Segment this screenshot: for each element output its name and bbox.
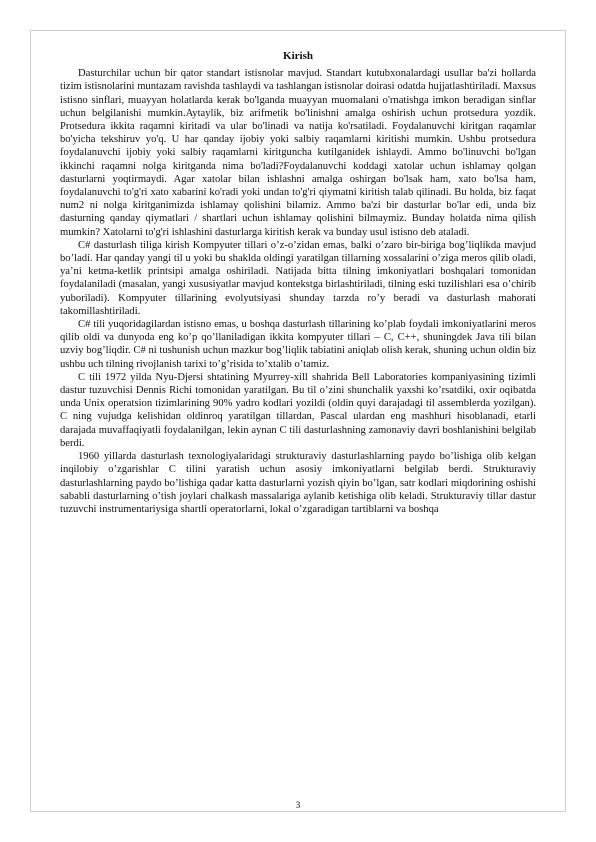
document-title: Kirish: [283, 50, 313, 62]
paragraph: Dasturchilar uchun bir qator standart istisnolar mavjud. Standart kutubxonalardagi usullar ba'zi hollarda tizim istisnolarini muntazam ravishda tashlaydi va tashlangan istisnolar doirasi odatda hujjatlashtiriladi. Maxsus istisno sinflari, muayyan holatlarda kerak bo'lganda muayyan muomalani o'rnatishga imkon beradigan sinflar uchun belgilanishi mumkin.Aytaylik, biz arifmetik bo'linishni amalga oshirish uchun protsedura yozdik. Protsedura ikkita raqamni kiritadi va ular bo'linadi va natija ko'rsatiladi. Foydalanuvchi kiritgan raqamlar bo'yicha tekshiruv yo'q. U har qanday ijobiy yoki salbiy raqamlarni kiritishi mumkin. Ushbu protsedura foydalanuvchi ijobiy yoki salbiy raqamlarni kiritguncha kutilganidek ishlaydi. Ammo bo'linuvchi bo'lgan ikkinchi raqamni nolga kiritganda nima bo'ladi?Foydalanuvchi koddagi xatolar uchun ishlamay qolgan dasturlarni yoqtirmaydi. Agar xatolar bilan ishlashni amalga oshirgan bo'lsak ham, xato bo'lsa ham, foydalanuvchi to'g'ri xato xabarini ko'radi yoki undan to'g'ri qiymatni kiritish talab qilinadi. Bu holda, biz faqat num2 ni nolga kiritganimizda ishlamay qolishini bilamiz. Ammo ba'zi bir dasturlar bo'lar edi, unda biz dasturning qanday qiymatlari / shartlari uchun ishlamay qolishini bilmaymiz. Bunday holatda nima qilish mumkin? Xatolarni to'g'ri ishlashini dasturlarga kiritish kerak va bunday usul istisno deb ataladi.: [60, 68, 536, 238]
document-body: [60, 50, 536, 516]
paragraph: C# dasturlash tiliga kirish Kompyuter tillari o’z-o’zidan emas, balki o’zaro bir-biriga bog’liqlikda mavjud bo’ladi. Har qanday yangi til u yoki bu shaklda oldingi yaratilgan tillarning xossalarini o’ziga meros qilib oladi, ya’ni ketma-ketlik printsipi amalga oshiriladi. Natijada bitta tilning imkoniyatlari boshqalari tomonidan foydalaniladi (masalan, yangi xususiyatlar mavjud kontekstga birlashtiriladi, tilning eski tuzilishlari esa o’chirib yuboriladi). Kompyuter tillarining evolyutsiyasi shunday tarzda ro’y beradi va dasturlash mahorati takomillashtiriladi.: [60, 239, 536, 317]
paragraph: C tili 1972 yilda Nyu-Djersi shtatining Myurrey-xill shahrida Bell Laboratories kompaniyasining tizimli dastur tuzuvchisi Dennis Richi tomonidan yaratilgan. Bu til o’zini shunchalik yaxshi ko’rsatdiki, oxir oqibatda unda Unix operatsion tizimlarining 90% yadro kodlari yozildi (oldin quyi darajadagi til assemblerda yozilgan). C ning vujudga kelishidan oldinroq yaratilgan tillardan, Pascal ulardan eng mashhuri hisoblanadi, etarli darajada muvaffaqiyatli foydalanilgan, lekin aynan C tili dasturlashning zamonaviy davri boshlanishini belgilab berdi.: [60, 371, 536, 449]
paragraph: 1960 yillarda dasturlash texnologiyalaridagi strukturaviy dasturlashlarning paydo bo’lishiga olib kelgan inqilobiy o’zgarishlar C tilini yaratish uchun asosiy imkoniyatlarni belgilab berdi. Strukturaviy dasturlashlarning paydo bo’lishiga qadar katta dasturlarni yozish qiyin bo’lgan, satr kodlari miqdorining oshishi sababli dasturlarning o’tish joylari chalkash massalariga aylanib ketishiga olib keladi. Strukturaviy tillar dastur tuzuvchi instrumentariysiga shartli operatorlarni, lokal o’zgaradigan tartiblarni va boshqa: [60, 451, 536, 515]
page-number: 3: [295, 800, 301, 810]
paragraph: C# tili yuqoridagilardan istisno emas, u boshqa dasturlash tillarining ko’plab foydali imkoniyatlarini meros qilib oldi va dunyoda eng ko’p qo’llaniladigan ikkita kompyuter tillari – C, C++, shuningdek Java tili bilan uzviy bog’liqdir. C# ni tushunish uchun mazkur bog’liqlik tabiatini aniqlab olish kerak, shuning uchun oldin biz ushbu uch tilning rivojlanish tarixi to’g’risida to’xtalib o’tamiz.: [60, 319, 536, 370]
